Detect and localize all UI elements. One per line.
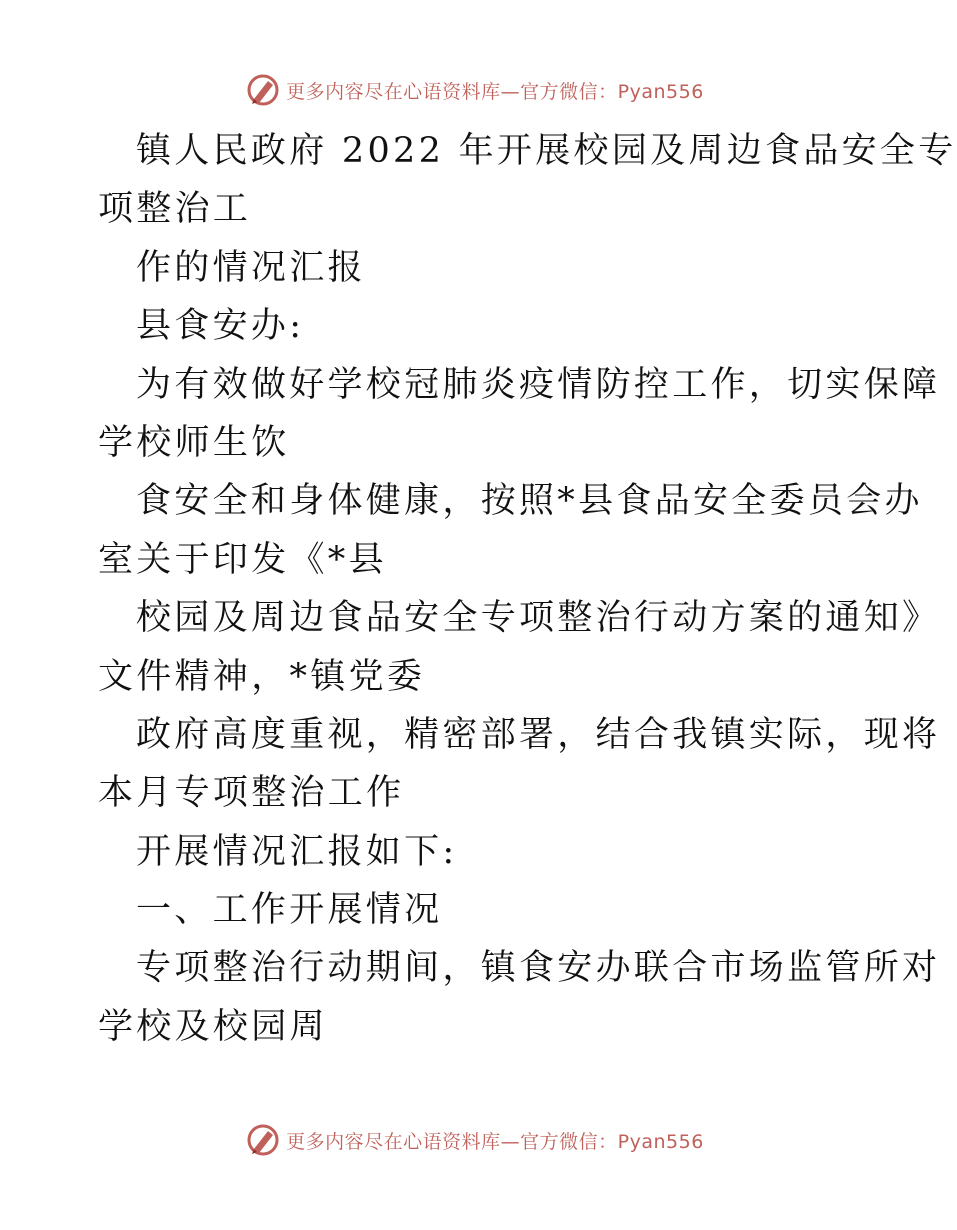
document-line: 作的情况汇报 bbox=[136, 247, 366, 288]
section-heading: 一、工作开展情况 bbox=[136, 890, 443, 931]
document-line: 本月专项整治工作 bbox=[98, 773, 405, 814]
document-line: 文件精神，*镇党委 bbox=[98, 656, 426, 697]
document-line: 学校及校园周 bbox=[98, 1006, 328, 1047]
watermark-text: 更多内容尽在心语资料库—官方微信：Pyan556 bbox=[286, 1130, 704, 1153]
document-line: 县食安办: bbox=[136, 306, 305, 347]
document-line: 专项整治行动期间，镇食安办联合市场监管所对 bbox=[136, 948, 941, 989]
document-line: 政府高度重视，精密部署，结合我镇实际，现将 bbox=[136, 714, 941, 755]
document-line: 室关于印发《*县 bbox=[98, 539, 387, 580]
pen-logo-icon bbox=[246, 1123, 280, 1157]
document-body bbox=[98, 122, 957, 1056]
pen-logo-icon bbox=[246, 73, 280, 107]
header-watermark bbox=[0, 70, 950, 110]
document-line: 学校师生饮 bbox=[98, 422, 290, 463]
document-line: 食安全和身体健康，按照*县食品安全委员会办 bbox=[136, 481, 923, 522]
document-line: 校园及周边食品安全专项整治行动方案的通知》 bbox=[136, 598, 941, 639]
document-line: 镇人民政府 2022 年开展校园及周边食品安全专 bbox=[136, 131, 957, 171]
document-line: 为有效做好学校冠肺炎疫情防控工作，切实保障 bbox=[136, 364, 941, 405]
footer-watermark bbox=[0, 1120, 950, 1160]
document-line: 项整治工 bbox=[98, 189, 252, 230]
watermark-text: 更多内容尽在心语资料库—官方微信：Pyan556 bbox=[286, 80, 704, 103]
document-line: 开展情况汇报如下: bbox=[136, 831, 458, 872]
